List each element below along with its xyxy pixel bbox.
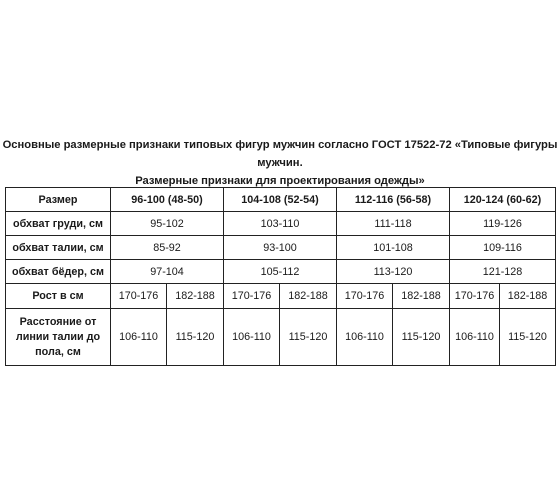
header-size-group-4: 120-124 (60-62) (450, 188, 556, 212)
table-cell: 170-176 (224, 284, 280, 309)
table-cell: 106-110 (111, 309, 167, 366)
table-cell: 182-188 (500, 284, 556, 309)
row-label-hips: обхват бёдер, см (6, 260, 111, 284)
row-label-waist: обхват талии, см (6, 236, 111, 260)
size-table (5, 187, 556, 366)
table-cell: 182-188 (280, 284, 337, 309)
table-cell: 115-120 (500, 309, 556, 366)
table-cell: 85-92 (111, 236, 224, 260)
table-cell: 182-188 (393, 284, 450, 309)
table-cell: 106-110 (450, 309, 500, 366)
header-size-group-1: 96-100 (48-50) (111, 188, 224, 212)
table-row-waist (6, 236, 556, 260)
table-header-row (6, 188, 556, 212)
table-cell: 111-118 (337, 212, 450, 236)
row-label-waist-to-floor (6, 309, 111, 366)
table-cell: 106-110 (337, 309, 393, 366)
row-label-height: Рост в см (6, 284, 111, 309)
table-row-waist-to-floor (6, 309, 556, 366)
table-cell: 113-120 (337, 260, 450, 284)
table-cell: 93-100 (224, 236, 337, 260)
table-cell: 170-176 (450, 284, 500, 309)
table-cell: 109-116 (450, 236, 556, 260)
header-size-group-3: 112-116 (56-58) (337, 188, 450, 212)
table-cell: 97-104 (111, 260, 224, 284)
table-cell: 106-110 (224, 309, 280, 366)
table-cell: 115-120 (393, 309, 450, 366)
document-title (0, 136, 560, 190)
table-cell: 121-128 (450, 260, 556, 284)
header-size-group-2: 104-108 (52-54) (224, 188, 337, 212)
table-cell: 105-112 (224, 260, 337, 284)
table-cell: 119-126 (450, 212, 556, 236)
table-row-height (6, 284, 556, 309)
table-cell: 115-120 (280, 309, 337, 366)
row-label-chest: обхват груди, см (6, 212, 111, 236)
table-row-chest (6, 212, 556, 236)
row-label-line: линии талии до (15, 330, 101, 343)
table-cell: 103-110 (224, 212, 337, 236)
table-cell: 95-102 (111, 212, 224, 236)
row-label-line: пола, см (35, 345, 81, 358)
header-size-label: Размер (6, 188, 111, 212)
title-line-1: Основные размерные признаки типовых фигур мужчин согласно ГОСТ 17522-72 «Типовые фигуры мужчин. (2, 139, 558, 169)
row-label-line: Расстояние от (19, 315, 97, 328)
table-cell: 101-108 (337, 236, 450, 260)
table-cell: 170-176 (111, 284, 167, 309)
table-cell: 115-120 (167, 309, 224, 366)
table-row-hips (6, 260, 556, 284)
table-cell: 170-176 (337, 284, 393, 309)
title-line-2: Размерные признаки для проектирования одежды» (135, 175, 425, 187)
table-cell: 182-188 (167, 284, 224, 309)
